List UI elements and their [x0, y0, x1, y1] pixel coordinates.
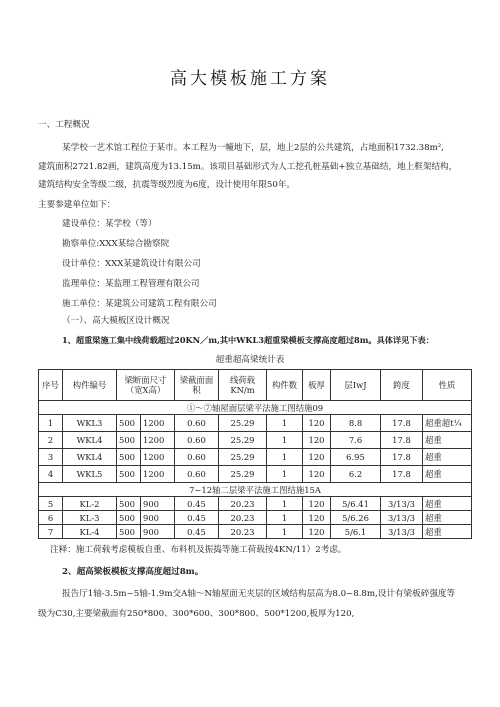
cell-floor-height: 5/6.26: [331, 511, 381, 525]
participant-survey: 勘察单位:XXX某综合勘察院: [62, 239, 170, 249]
cell-property: 超重: [423, 525, 472, 539]
table-row: [39, 497, 472, 511]
cell-property: 超重: [423, 449, 472, 466]
participant-client: 建设单位：某学校（等）: [62, 219, 157, 229]
cell-count: 1: [267, 497, 303, 511]
intro-line-3: 建筑结构安全等级二级，抗震等级烈度为6度，设计使用年限50年。: [38, 180, 296, 190]
cell-height: 1200: [141, 466, 175, 483]
point-1-heavy-beams: 1、超重梁施工集中线荷载超过20KN／m,其中WKL3超重梁模板支撑高度超过8m。具体详见下表：: [62, 335, 434, 345]
cell-area: 0.60: [175, 415, 219, 432]
point-2-tall-formwork: 2、超高梁板模板支撑高度超过8m。: [62, 567, 204, 577]
header-index: 序号: [39, 370, 63, 401]
cell-span: 3/13/3: [381, 525, 423, 539]
table-row: [39, 466, 472, 483]
cell-height: 1200: [141, 449, 175, 466]
header-section-size: 梁断面尺寸（宽X高）: [117, 370, 175, 401]
cell-count: 1: [267, 511, 303, 525]
table-caption: 超重超高梁统计表: [215, 355, 285, 365]
cell-span: 3/13/3: [381, 497, 423, 511]
cell-member-id: WKL4: [63, 432, 117, 449]
table-row: [39, 525, 472, 539]
cell-count: 1: [267, 432, 303, 449]
intro-line-2: 建筑面积2721.82画，建筑高度为13.15m。该项目基础形式为人工挖孔桩基础+独立基础结，地上框架结构，: [38, 162, 458, 172]
cell-width: 500: [117, 449, 141, 466]
header-property: 性质: [423, 370, 472, 401]
table-row: [39, 415, 472, 432]
cell-width: 500: [117, 415, 141, 432]
cell-width: 500: [117, 511, 141, 525]
cell-slab: 120: [303, 497, 331, 511]
cell-span: 17.8: [381, 432, 423, 449]
participants-heading: 主要参建单位如下：: [38, 200, 116, 210]
cell-height: 1200: [141, 415, 175, 432]
cell-span: 17.8: [381, 466, 423, 483]
cell-line-load: 25.29: [219, 449, 267, 466]
cell-index: 7: [39, 525, 63, 539]
cell-line-load: 25.29: [219, 466, 267, 483]
cell-count: 1: [267, 525, 303, 539]
cell-floor-height: 7.6: [331, 432, 381, 449]
cell-line-load: 20.23: [219, 525, 267, 539]
cell-member-id: KL-3: [63, 511, 117, 525]
participant-construction: 施工单位：某建筑公司建筑工程有限公司: [62, 299, 217, 309]
cell-index: 3: [39, 449, 63, 466]
cell-property: 超重: [423, 432, 472, 449]
table-header-row: [39, 370, 472, 401]
table-body-second-floor-beams: [39, 483, 472, 539]
cell-slab: 120: [303, 415, 331, 432]
beam-statistics-table: [38, 369, 472, 539]
section-heading-overview: 一、工程概况: [38, 120, 90, 130]
cell-width: 500: [117, 497, 141, 511]
table-note: 注释：施工荷载考虑模板自重、布料机及振捣等施工荷载按4KN/11）2考虑。: [50, 545, 347, 555]
para2-line-2: 级为C30,主要梁截面有250*800、300*600、300*800、500*1200,板厚为120,: [38, 609, 355, 619]
cell-area: 0.45: [175, 497, 219, 511]
cell-floor-height: 6.95: [331, 449, 381, 466]
cell-span: 3/13/3: [381, 511, 423, 525]
header-slab-thickness: 板厚: [303, 370, 331, 401]
section-row-roof: [39, 401, 472, 415]
table-row: [39, 449, 472, 466]
cell-span: 17.8: [381, 449, 423, 466]
section-row-second-floor: [39, 483, 472, 497]
cell-floor-height: 5/6.41: [331, 497, 381, 511]
cell-span: 17.8: [381, 415, 423, 432]
cell-area: 0.60: [175, 466, 219, 483]
cell-index: 5: [39, 497, 63, 511]
cell-slab: 120: [303, 511, 331, 525]
cell-width: 500: [117, 432, 141, 449]
cell-line-load: 25.29: [219, 432, 267, 449]
cell-floor-height: 6.2: [331, 466, 381, 483]
cell-height: 900: [141, 511, 175, 525]
header-line-load: 线荷载KN/m: [219, 370, 267, 401]
cell-member-id: WKL5: [63, 466, 117, 483]
cell-height: 900: [141, 525, 175, 539]
cell-width: 500: [117, 525, 141, 539]
cell-line-load: 20.23: [219, 511, 267, 525]
cell-slab: 120: [303, 432, 331, 449]
cell-index: 4: [39, 466, 63, 483]
page-title: 高大模板施工方案: [170, 69, 330, 89]
cell-area: 0.45: [175, 525, 219, 539]
cell-property: 超重: [423, 466, 472, 483]
cell-property: 超重: [423, 497, 472, 511]
cell-area: 0.45: [175, 511, 219, 525]
cell-slab: 120: [303, 466, 331, 483]
cell-member-id: WKL3: [63, 415, 117, 432]
participant-supervision: 监理单位：某监理工程管理有限公司: [62, 279, 200, 289]
section-label-roof: ①～⑦轴屋面层梁平法施工图结施09: [39, 401, 472, 415]
cell-count: 1: [267, 449, 303, 466]
cell-slab: 120: [303, 449, 331, 466]
section-label-second-floor: 7~12轴二层梁平法施工图结施15A: [39, 483, 472, 497]
header-section-area: 梁截面面积: [175, 370, 219, 401]
cell-member-id: KL-2: [63, 497, 117, 511]
cell-area: 0.60: [175, 432, 219, 449]
cell-area: 0.60: [175, 449, 219, 466]
cell-line-load: 20.23: [219, 497, 267, 511]
para2-line-1: 报告厅1轴-3.5m~5轴-1.9m交A轴～N轴屋面无夹层的区域结构层高为8.0~8.8m,设计有梁板碎强度等: [62, 589, 456, 599]
cell-property: 超重超t¼: [423, 415, 472, 432]
cell-floor-height: 5/6.1: [331, 525, 381, 539]
cell-member-id: KL-4: [63, 525, 117, 539]
table-body-roof-beams: [39, 401, 472, 483]
header-span: 跨度: [381, 370, 423, 401]
table-row: [39, 511, 472, 525]
participant-design: 设计单位：XXX某建筑设计有限公司: [62, 259, 201, 269]
subsection-heading: （一）、高大模板区设计概况: [62, 316, 170, 326]
cell-count: 1: [267, 415, 303, 432]
header-floor-height: 层IwJ: [331, 370, 381, 401]
cell-property: 超重: [423, 511, 472, 525]
cell-member-id: WKL4: [63, 449, 117, 466]
cell-index: 1: [39, 415, 63, 432]
cell-line-load: 25.29: [219, 415, 267, 432]
cell-height: 900: [141, 497, 175, 511]
intro-line-1: 某学校一艺术馆工程位于某市。本工程为一幢地下，层，地上2层的公共建筑，占地面积1732.38m²,: [62, 143, 444, 153]
cell-index: 6: [39, 511, 63, 525]
cell-width: 500: [117, 466, 141, 483]
cell-floor-height: 8.8: [331, 415, 381, 432]
cell-height: 1200: [141, 432, 175, 449]
table-row: [39, 432, 472, 449]
header-member-count: 构件数: [267, 370, 303, 401]
cell-slab: 120: [303, 525, 331, 539]
cell-index: 2: [39, 432, 63, 449]
header-member-id: 构件编号: [63, 370, 117, 401]
cell-count: 1: [267, 466, 303, 483]
